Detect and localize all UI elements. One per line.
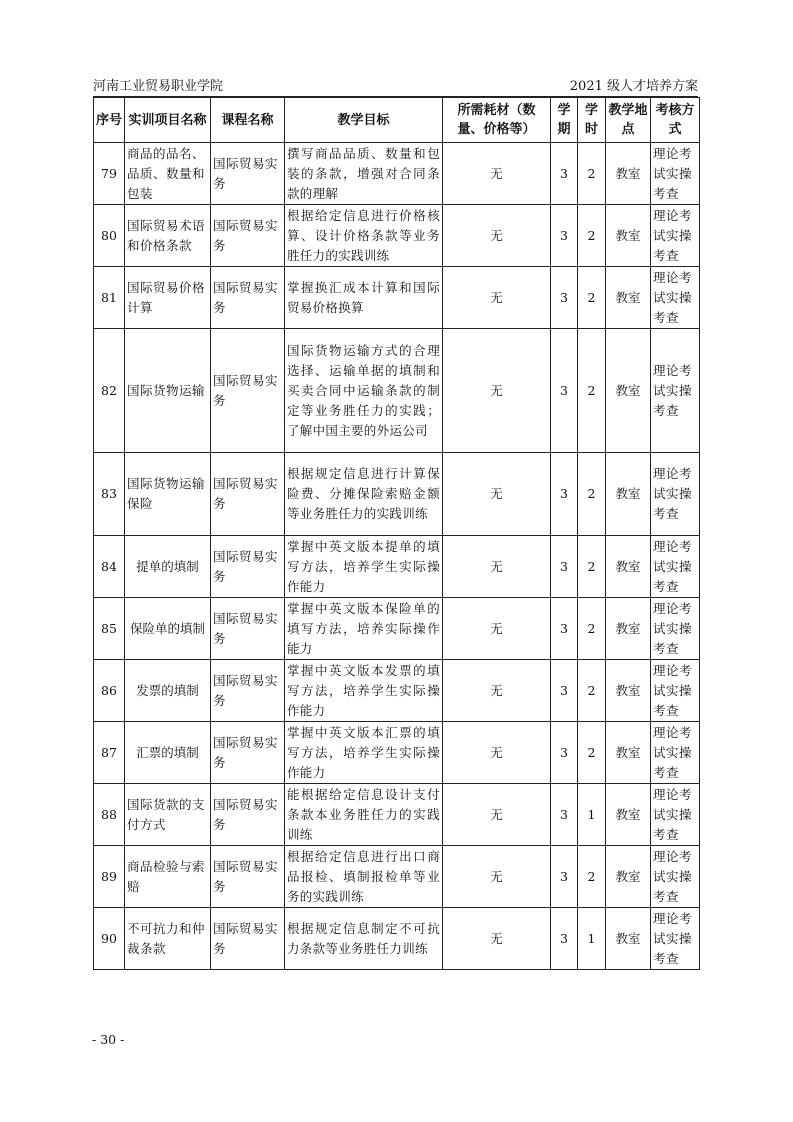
row-project: 国际货物运输保险 (125, 453, 211, 536)
row-assessment: 理论考试实操考查 (651, 329, 700, 453)
row-no: 86 (94, 660, 125, 722)
row-course: 国际贸易实务 (211, 598, 285, 660)
row-no: 79 (94, 143, 125, 205)
row-assessment: 理论考试实操考查 (651, 598, 700, 660)
table-row (94, 722, 700, 784)
row-place: 教室 (606, 329, 651, 453)
row-no: 85 (94, 598, 125, 660)
row-term: 3 (551, 846, 578, 908)
row-objective: 掌握中英文版本保险单的填写方法，培养实际操作能力 (285, 598, 443, 660)
row-materials: 无 (443, 536, 551, 598)
row-materials: 无 (443, 598, 551, 660)
row-assessment: 理论考试实操考查 (651, 722, 700, 784)
row-hours: 1 (578, 908, 606, 970)
row-project: 商品的品名、品质、数量和包装 (125, 143, 211, 205)
row-materials: 无 (443, 205, 551, 267)
col-header-assessment: 考核方式 (651, 98, 700, 143)
row-no: 88 (94, 784, 125, 846)
row-place: 教室 (606, 598, 651, 660)
row-term: 3 (551, 453, 578, 536)
row-course: 国际贸易实务 (211, 536, 285, 598)
row-hours: 2 (578, 143, 606, 205)
table-row (94, 784, 700, 846)
row-term: 3 (551, 205, 578, 267)
row-no: 87 (94, 722, 125, 784)
table-header-row (94, 98, 700, 143)
row-project: 保险单的填制 (125, 598, 211, 660)
row-hours: 2 (578, 846, 606, 908)
row-course: 国际贸易实务 (211, 846, 285, 908)
row-materials: 无 (443, 329, 551, 453)
row-assessment: 理论考试实操考查 (651, 908, 700, 970)
table-row (94, 329, 700, 453)
row-course: 国际贸易实务 (211, 143, 285, 205)
row-course: 国际贸易实务 (211, 908, 285, 970)
row-objective: 根据规定信息进行计算保险费、分摊保险索赔金额等业务胜任力的实践训练 (285, 453, 443, 536)
row-assessment: 理论考试实操考查 (651, 143, 700, 205)
row-assessment: 理论考试实操考查 (651, 846, 700, 908)
row-no: 90 (94, 908, 125, 970)
row-materials: 无 (443, 722, 551, 784)
row-project: 国际货物运输 (125, 329, 211, 453)
row-project: 商品检验与索赔 (125, 846, 211, 908)
row-hours: 2 (578, 205, 606, 267)
row-project: 发票的填制 (125, 660, 211, 722)
row-project: 国际贸易价格计算 (125, 267, 211, 329)
row-place: 教室 (606, 205, 651, 267)
row-course: 国际贸易实务 (211, 784, 285, 846)
row-place: 教室 (606, 453, 651, 536)
col-header-materials: 所需耗材（数量、价格等） (443, 98, 551, 143)
table-row (94, 453, 700, 536)
row-no: 89 (94, 846, 125, 908)
table-row (94, 267, 700, 329)
row-project: 国际贸易术语和价格条款 (125, 205, 211, 267)
row-term: 3 (551, 329, 578, 453)
row-course: 国际贸易实务 (211, 660, 285, 722)
row-no: 80 (94, 205, 125, 267)
row-hours: 2 (578, 329, 606, 453)
row-objective: 掌握中英文版本发票的填写方法，培养学生实际操作能力 (285, 660, 443, 722)
row-materials: 无 (443, 267, 551, 329)
row-no: 82 (94, 329, 125, 453)
row-term: 3 (551, 143, 578, 205)
table-row (94, 598, 700, 660)
row-project: 提单的填制 (125, 536, 211, 598)
row-materials: 无 (443, 908, 551, 970)
row-objective: 掌握中英文版本汇票的填写方法，培养学生实际操作能力 (285, 722, 443, 784)
row-hours: 2 (578, 453, 606, 536)
row-materials: 无 (443, 660, 551, 722)
row-assessment: 理论考试实操考查 (651, 536, 700, 598)
row-hours: 2 (578, 598, 606, 660)
col-header-course: 课程名称 (211, 98, 285, 143)
row-objective: 国际货物运输方式的合理选择、运输单据的填制和买卖合同中运输条款的制定等业务胜任力的实践；了解中国主要的外运公司 (285, 329, 443, 453)
row-place: 教室 (606, 536, 651, 598)
col-header-term: 学期 (551, 98, 578, 143)
row-place: 教室 (606, 143, 651, 205)
row-place: 教室 (606, 784, 651, 846)
row-no: 81 (94, 267, 125, 329)
row-course: 国际贸易实务 (211, 722, 285, 784)
row-term: 3 (551, 784, 578, 846)
row-project: 不可抗力和仲裁条款 (125, 908, 211, 970)
page-header (93, 74, 698, 97)
row-place: 教室 (606, 660, 651, 722)
row-term: 3 (551, 908, 578, 970)
row-materials: 无 (443, 453, 551, 536)
table-row (94, 143, 700, 205)
header-plan: 2021 级人才培养方案 (569, 79, 698, 94)
table-row (94, 205, 700, 267)
row-objective: 掌握中英文版本提单的填写方法，培养学生实际操作能力 (285, 536, 443, 598)
row-objective: 撰写商品品质、数量和包装的条款，增强对合同条款的理解 (285, 143, 443, 205)
row-term: 3 (551, 660, 578, 722)
row-assessment: 理论考试实操考查 (651, 267, 700, 329)
row-project: 汇票的填制 (125, 722, 211, 784)
table-row (94, 660, 700, 722)
row-hours: 2 (578, 267, 606, 329)
page-number: - 30 - (92, 1032, 125, 1047)
row-course: 国际贸易实务 (211, 453, 285, 536)
col-header-objective: 教学目标 (285, 98, 443, 143)
row-objective: 根据给定信息进行价格核算、设计价格条款等业务胜任力的实践训练 (285, 205, 443, 267)
row-project: 国际货款的支付方式 (125, 784, 211, 846)
row-objective: 掌握换汇成本计算和国际贸易价格换算 (285, 267, 443, 329)
col-header-project: 实训项目名称 (125, 98, 211, 143)
row-no: 83 (94, 453, 125, 536)
row-course: 国际贸易实务 (211, 267, 285, 329)
row-assessment: 理论考试实操考查 (651, 784, 700, 846)
row-term: 3 (551, 267, 578, 329)
col-header-place: 教学地点 (606, 98, 651, 143)
row-hours: 2 (578, 660, 606, 722)
row-course: 国际贸易实务 (211, 205, 285, 267)
table-row (94, 908, 700, 970)
training-table (93, 97, 700, 970)
row-assessment: 理论考试实操考查 (651, 660, 700, 722)
table-row (94, 846, 700, 908)
row-hours: 1 (578, 784, 606, 846)
row-place: 教室 (606, 908, 651, 970)
row-hours: 2 (578, 536, 606, 598)
col-header-hours: 学时 (578, 98, 606, 143)
row-term: 3 (551, 536, 578, 598)
row-materials: 无 (443, 784, 551, 846)
row-place: 教室 (606, 722, 651, 784)
row-objective: 能根据给定信息设计支付条款本业务胜任力的实践训练 (285, 784, 443, 846)
row-place: 教室 (606, 267, 651, 329)
row-materials: 无 (443, 143, 551, 205)
row-term: 3 (551, 598, 578, 660)
row-no: 84 (94, 536, 125, 598)
row-objective: 根据规定信息制定不可抗力条款等业务胜任力训练 (285, 908, 443, 970)
col-header-no: 序号 (94, 98, 125, 143)
row-place: 教室 (606, 846, 651, 908)
row-objective: 根据给定信息进行出口商品报检、填制报检单等业务的实践训练 (285, 846, 443, 908)
row-course: 国际贸易实务 (211, 329, 285, 453)
table-row (94, 536, 700, 598)
header-school: 河南工业贸易职业学院 (93, 79, 224, 94)
row-assessment: 理论考试实操考查 (651, 205, 700, 267)
row-hours: 2 (578, 722, 606, 784)
row-term: 3 (551, 722, 578, 784)
row-assessment: 理论考试实操考查 (651, 453, 700, 536)
row-materials: 无 (443, 846, 551, 908)
